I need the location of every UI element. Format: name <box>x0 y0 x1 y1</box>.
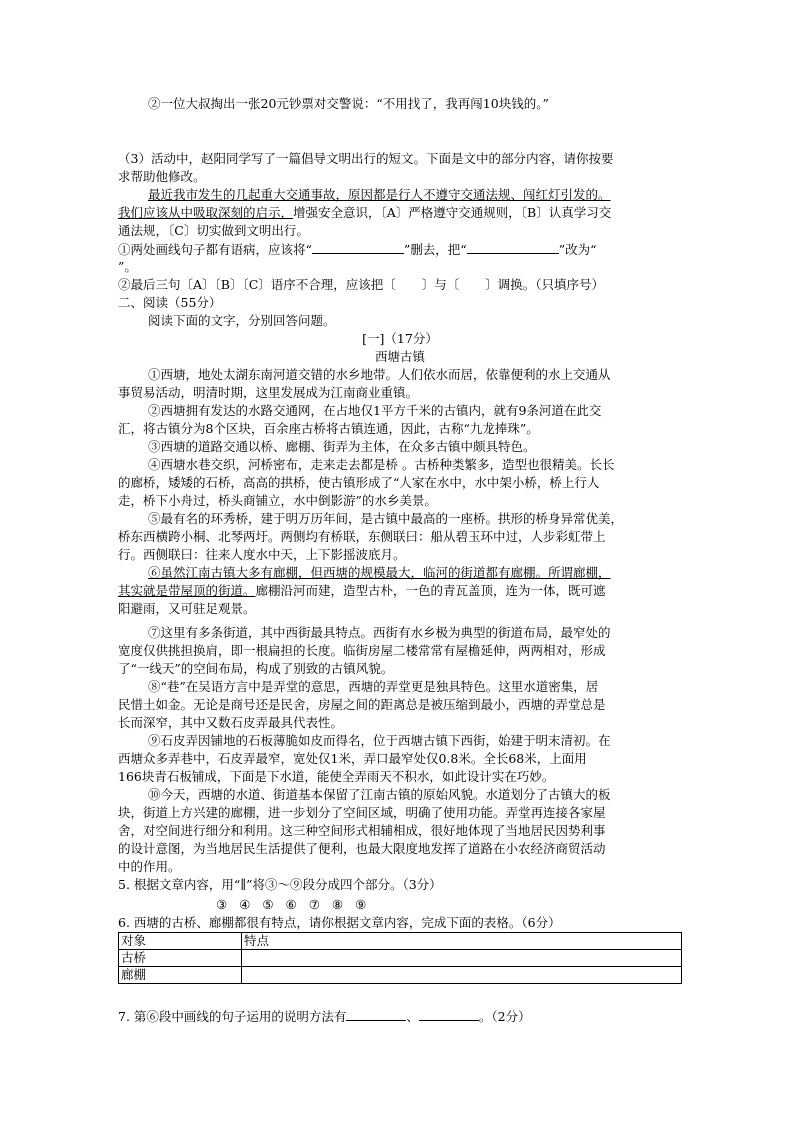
q3-sub2-text-a: ②最后三句〔A〕〔B〕〔C〕语序不合理，应该把〔 <box>118 277 396 292</box>
q3-sub1-end: ”。 <box>118 259 137 274</box>
q3-text-line-2-rest: 增强安全意识，〔A〕严格遵守交通规则，〔B〕认真学习交 <box>293 205 612 220</box>
paragraph-9: ⑨石皮弄因铺地的石板薄脆如皮而得名，位于西塘古镇下西街，始建于明末清初。在 <box>148 733 611 748</box>
q3-underlined-sentence-1: 最近我市发生的几起重大交通事故，原因都是行人不遵守交通法规、闯红灯引发的。 <box>148 187 611 202</box>
q3-sub2-text-c: 〕调换。（只填序号） <box>485 277 605 292</box>
q3-intro-cont: 求帮助他修改。 <box>118 169 206 184</box>
q3-sub1-text-a: ①两处画线句子都有语病，应该将“ <box>118 242 312 257</box>
paragraph-3: ③西塘的道路交通以桥、廊棚、街弄为主体，在众多古镇中颇具特色。 <box>148 439 536 454</box>
paragraph-9-cont: 166块青石板铺成，下面是下水道，能使全弄雨天不积水，如此设计实在巧妙。 <box>118 769 555 784</box>
answer-blank-method-2[interactable] <box>419 1007 479 1021</box>
question-5: 5. 根据文章内容，用“∥”将③～⑨段分成四个部分。（3分） <box>118 877 442 892</box>
paragraph-9-cont: 西塘众多弄巷中，石皮弄最窄，宽处仅1米，弄口最窄处仅0.8米。全长68米，上面用 <box>118 751 587 766</box>
paragraph-7-cont: 宽度仅供挑担换肩，即一根扁担的长度。临街房屋二楼常常有屋檐延伸，两两相对，形成 <box>118 643 606 658</box>
q3-sub2 <box>118 276 604 294</box>
paragraph-7-cont: 了“一线天”的空间布局，构成了别致的古镇风貌。 <box>118 661 394 676</box>
paragraph-10: ⑩今天，西塘的水道、街道基本保留了江南古镇的原始风貌。水道划分了古镇大的板 <box>148 787 611 802</box>
paragraph-6-cont: 阳避雨，又可驻足观景。 <box>118 601 256 616</box>
question-7-text-c: 。（2分） <box>478 1009 531 1024</box>
q3-intro: （3）活动中，赵阳同学写了一篇倡导文明出行的短文。下面是文中的部分内容，请你按要 <box>118 151 614 166</box>
q3-sub1-text-b: ”删去，把“ <box>403 242 467 257</box>
table-header-object: 对象 <box>119 933 242 950</box>
paragraph-1: ①西塘，地处太湖东南河道交错的水乡地带。人们依水而居，依靠便利的水上交通从 <box>148 367 611 382</box>
table-row <box>119 967 682 984</box>
paragraph-8-cont: 民惜土如金。无论是商号还是民舍，房屋之间的距离总是被压缩到最小，西塘的弄堂总是 <box>118 697 606 712</box>
question-7 <box>118 1007 531 1026</box>
q3-underlined-sentence-2: 我们应该从中吸取深刻的启示， <box>118 205 294 220</box>
paragraph-5-cont: 行。西侧联曰：往来人度水中天，上下影摇波底月。 <box>118 547 406 562</box>
question-7-text-b: 、 <box>406 1009 419 1024</box>
q3-text-line-2 <box>118 204 611 222</box>
paragraph-8-cont: 长而深窄，其中又数石皮弄最具代表性。 <box>118 715 344 730</box>
article-title: 西塘古镇 <box>374 349 425 364</box>
answer-blank-method-1[interactable] <box>346 1007 406 1021</box>
paragraph-5: ⑤最有名的环秀桥，建于明万历年间，是古镇中最高的一座桥。拱形的桥身异常优美， <box>148 511 624 526</box>
paragraph-1-cont: 事贸易活动，明清时期，这里发展成为江南商业重镇。 <box>118 385 419 400</box>
paragraph-5-cont: 桥东西横跨小桐、北琴两圩。两侧均有桥联，东侧联曰：船从碧玉环中过，人步彩虹带上 <box>118 529 606 544</box>
q3-text-line-3: 通法规，〔C〕切实做到文明出行。 <box>118 223 309 238</box>
paragraph-6-cont <box>118 582 606 600</box>
part-label: [一]（17分） <box>362 331 438 346</box>
answer-blank-2[interactable] <box>467 240 559 254</box>
table-cell-answer[interactable] <box>242 950 682 967</box>
paragraph-10-cont: 中的作用。 <box>118 859 181 874</box>
paragraph-10-cont: 舍，对空间进行细分和利用。这三种空间形式相辅相成，很好地体现了当地居民因势利事 <box>118 823 606 838</box>
paragraph-6-underlined-end: 其实就是带屋顶的街道。 <box>118 583 256 598</box>
table-cell-object: 古桥 <box>119 950 242 967</box>
paragraph-10-cont: 的设计意图，为当地居民生活提供了便利，也最大限度地发挥了道路在小农经济商贸活动 <box>118 841 606 856</box>
question-6: 6. 西塘的古桥、廊棚都很有特点，请你根据文章内容，完成下面的表格。（6分） <box>118 915 561 930</box>
section-heading: 二、阅读（55分） <box>118 295 222 310</box>
paragraph-2-cont: 汇，将古镇分为8个区块，百余座古桥将古镇连通，因此，古称“九龙捧珠”。 <box>118 421 539 436</box>
q3-sub2-text-b: 〕与〔 <box>421 277 460 292</box>
paragraph-4-cont: 走，桥下小舟过，桥头商铺立，水中倒影游”的水乡美景。 <box>118 493 437 508</box>
question-7-text-a: 7. 第⑥段中画线的句子运用的说明方法有 <box>118 1009 347 1024</box>
paragraph-4-cont: 的廊桥，矮矮的石桥，高高的拱桥，使古镇形成了“人家在水中，水中架小桥，桥上行人 <box>118 475 600 490</box>
paragraph-8: ⑧“巷”在吴语方言中是弄堂的意思，西塘的弄堂更是独具特色。这里水道密集，居 <box>148 679 599 694</box>
paragraph-7: ⑦这里有多条街道，其中西街最具特点。西街有水乡极为典型的街道布局，最窄处的 <box>148 625 611 640</box>
q3-sub1 <box>118 240 596 259</box>
paragraph-2: ②西塘拥有发达的水路交通网，在占地仅1平方千米的古镇内，就有9条河道在此交 <box>148 403 602 418</box>
paragraph-10-cont: 块，街道上方兴建的廊棚，进一步划分了空间区域，明确了使用功能。弄堂再连接各家屋 <box>118 805 606 820</box>
question-5-markers: ③ ④ ⑤ ⑥ ⑦ ⑧ ⑨ <box>216 897 367 912</box>
table-header-row <box>119 933 682 950</box>
paragraph-4: ④西塘水巷交织，河桥密布，走来走去都是桥 。古桥种类繁多，造型也很精美。长长 <box>148 457 615 472</box>
paragraph-6-underlined: ⑥虽然江南古镇大多有廊棚，但西塘的规模最大，临河的街道都有廊棚。所谓廊棚， <box>148 565 611 580</box>
q2-example-line: ②一位大叔掏出一张20元钞票对交警说：“不用找了，我再闯10块钱的。” <box>148 96 549 111</box>
paragraph-6-text: 廊棚沿河而建，造型古朴，一色的青瓦盖顶，连为一体，既可遮 <box>255 583 606 598</box>
q3-sub1-text-c: ”改为“ <box>558 242 597 257</box>
table-cell-object: 廊棚 <box>119 967 242 984</box>
table-cell-answer[interactable] <box>242 967 682 984</box>
reading-instruction: 阅读下面的文字，分别回答问题。 <box>148 313 336 328</box>
table-header-feature: 特点 <box>242 933 682 950</box>
answer-blank-1[interactable] <box>312 240 404 254</box>
table-row <box>119 950 682 967</box>
q6-table <box>118 932 682 984</box>
